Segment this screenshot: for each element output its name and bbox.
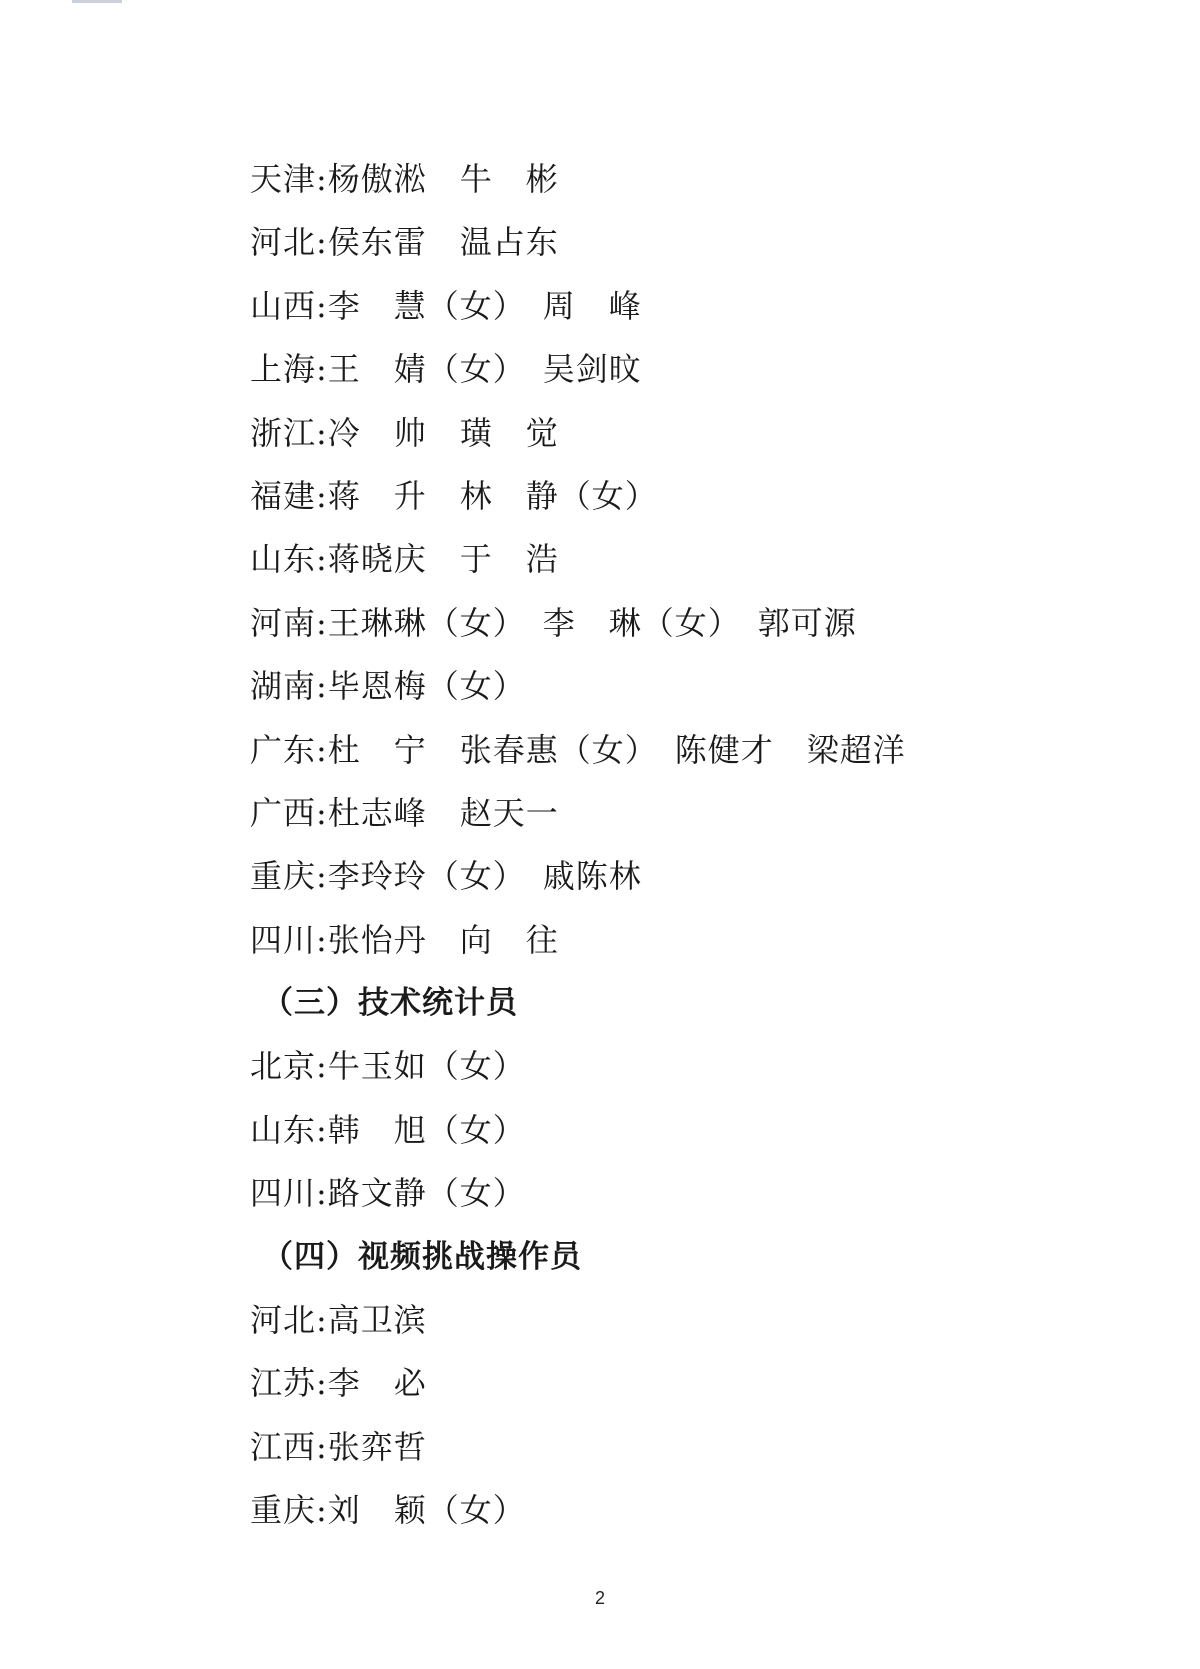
region-label: 天津: — [250, 160, 328, 198]
region-label: 四川: — [250, 920, 328, 959]
page-number: 2 — [594, 1588, 605, 1608]
person-names: 冷 帅 璜 觉 — [327, 413, 559, 452]
list-item — [250, 528, 1150, 591]
person-names: 李 慧（女） 周 峰 — [327, 286, 642, 325]
region-label: 江西: — [250, 1427, 328, 1466]
list-item — [250, 1035, 1150, 1098]
person-names: 杜 宁 张春惠（女） 陈健才 梁超洋 — [327, 730, 906, 769]
section-heading-statisticians: （三）技术统计员 — [262, 985, 518, 1022]
person-names: 高卫滨 — [327, 1301, 427, 1340]
list-item — [250, 845, 1150, 908]
region-label: 北京: — [250, 1047, 328, 1086]
list-item — [250, 655, 1150, 718]
person-names: 张弈哲 — [327, 1427, 427, 1466]
person-names: 毕恩梅（女） — [327, 667, 526, 706]
region-label: 山东: — [250, 540, 328, 579]
region-label: 广东: — [250, 730, 328, 769]
person-names: 杜志峰 赵天一 — [327, 793, 559, 832]
region-label: 河北: — [250, 1301, 328, 1340]
person-names: 蒋 升 林 静（女） — [327, 476, 658, 515]
list-item — [250, 1479, 1150, 1542]
region-label: 上海: — [250, 350, 328, 389]
region-label: 浙江: — [250, 413, 328, 452]
person-names: 张怡丹 向 往 — [327, 920, 559, 959]
section-heading-video-challenge: （四）视频挑战操作员 — [262, 1238, 582, 1275]
list-item — [250, 465, 1150, 528]
list-item — [250, 1289, 1150, 1352]
region-label: 四川: — [250, 1174, 328, 1213]
region-label: 山西: — [250, 286, 328, 325]
region-label: 重庆: — [250, 857, 328, 896]
list-item — [250, 1352, 1150, 1415]
region-label: 湖南: — [250, 667, 328, 706]
list-item — [250, 338, 1150, 401]
name-list — [250, 148, 1150, 1543]
list-item — [250, 1099, 1150, 1162]
list-item — [250, 402, 1150, 465]
person-names: 李 必 — [327, 1364, 427, 1403]
person-names: 王 婧（女） 吴剑旼 — [327, 350, 642, 389]
list-item — [250, 148, 1150, 211]
person-names: 路文静（女） — [327, 1174, 526, 1213]
list-item — [250, 782, 1150, 845]
list-item — [250, 1162, 1150, 1225]
person-names: 韩 旭（女） — [327, 1110, 526, 1149]
list-item — [250, 275, 1150, 338]
person-names: 蒋晓庆 于 浩 — [327, 540, 559, 579]
region-label: 福建: — [250, 476, 328, 515]
person-names: 王琳琳（女） 李 琳（女） 郭可源 — [327, 603, 857, 642]
person-names: 牛玉如（女） — [327, 1047, 526, 1086]
person-names: 李玲玲（女） 戚陈林 — [327, 857, 642, 896]
region-label: 河北: — [250, 223, 328, 262]
person-names: 刘 颖（女） — [327, 1491, 526, 1530]
scan-edge-mark — [72, 0, 122, 3]
list-item — [250, 211, 1150, 274]
region-label: 江苏: — [250, 1364, 328, 1403]
list-item — [250, 1416, 1150, 1479]
list-item — [250, 719, 1150, 782]
person-names: 杨傲淞 牛 彬 — [327, 160, 559, 198]
region-label: 河南: — [250, 603, 328, 642]
list-item — [250, 592, 1150, 655]
region-label: 重庆: — [250, 1491, 328, 1530]
list-item — [250, 909, 1150, 972]
region-label: 广西: — [250, 793, 328, 832]
region-label: 山东: — [250, 1110, 328, 1149]
person-names: 侯东雷 温占东 — [327, 223, 559, 262]
